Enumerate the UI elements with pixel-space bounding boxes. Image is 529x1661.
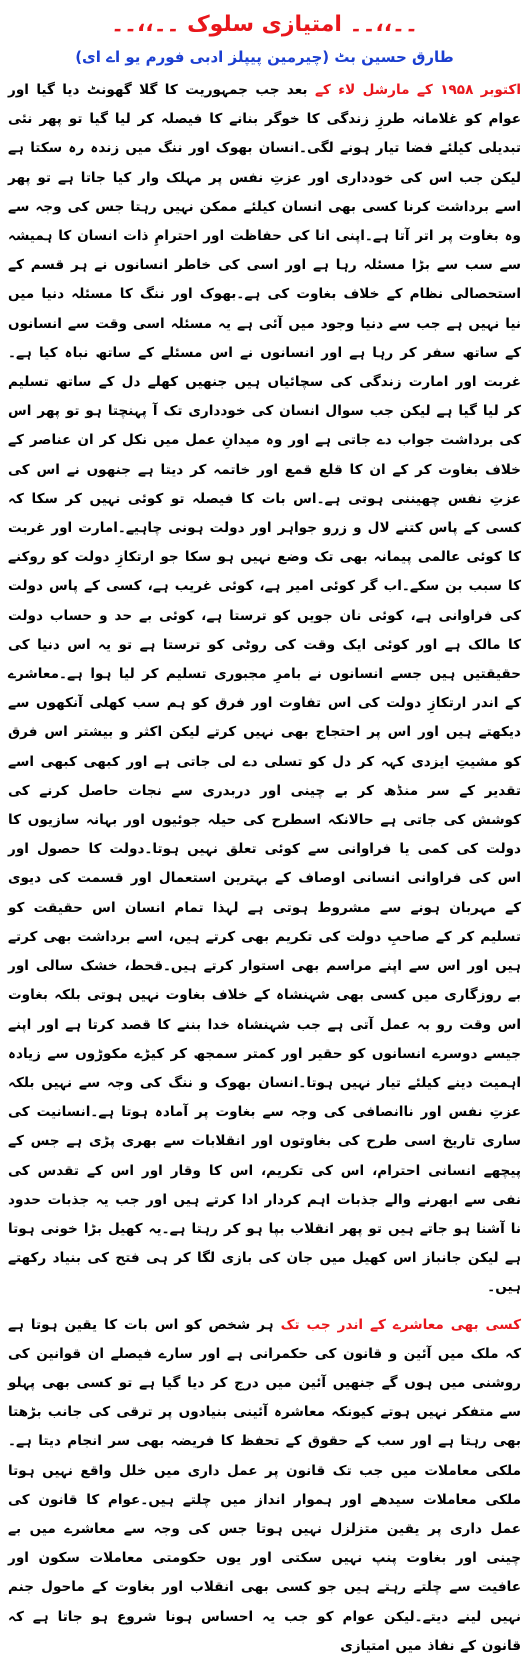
paragraph-2-body: ہر شخص کو اس بات کا یقین ہوتا ہے کہ ملک میں آئین و قانون کی حکمرانی ہے اور سارے فیصلے ان قوانین کی روشنی میں ہوں گے جنھیں آئین میں درج کر دیا گیا ہے تو کسی بھی پہلو سے متفکر نہیں ہوتے کیونکہ معاشرہ آئینی بنیادوں پر ترقی کی جانب بڑھتا بھی رہتا ہے اور سب کے حقوق کے تحفظ کا فریضہ بھی سر انجام دیتا ہے۔ملکی معاملات میں جب تک قانون پر عمل داری میں خلل واقع نہیں ہوتا ملکی معاملات سیدھے اور ہموار انداز میں چلتے ہیں۔عوام کا قانون کی عمل داری پر یقین متزلزل نہیں ہوتا جس کی وجہ سے معاشرے میں بے چینی اور بغاوت پنپ نہیں سکتی اور یوں حکومتی معاملات سکون اور عافیت سے چلتے رہتے ہیں جو کسی بھی انقلاب اور بغاوت کے ماحول جنم نہیں لینے دیتے۔لیکن عوام کو جب یہ احساس ہونا شروع ہو جاتا ہے کہ قانون کے نفاذ میں امتیازی [8, 1316, 521, 1654]
article-title: ۔۔،،۔۔ امتیازی سلوک ۔۔،،۔۔ [111, 12, 418, 37]
paragraph-1-body: بعد جب جمہوریت کا گلا گھونٹ دیا گیا اور عوام کو غلامانہ طرزِ زندگی کا خوگر بنانے کا فیصلہ کر لیا گیا تو پھر نئی تبدیلی کیلئے فضا تیار ہونے لگی۔انسان بھوک اور ننگ میں زندہ رہ سکتا ہے لیکن جب اس کی خودداری اور عزتِ نفس پر مہلک وار کیا جاتا ہے تو پھر اسے برداشت کرنا کسی بھی انسان کیلئے ممکن نہیں رہتا جس کی وجہ سے وہ بغاوت پر اتر آتا ہے۔اپنی انا کی حفاظت اور احترامِ ذات انسان کا ہمیشہ سے سب سے بڑا مسئلہ رہا ہے اور اسی کی خاطر انسانوں نے ہر قسم کے استحصالی نظام کے خلاف بغاوت کی ہے۔بھوک اور ننگ کا مسئلہ دنیا میں نیا نہیں ہے جب سے دنیا وجود میں آئی ہے یہ مسئلہ اسی وقت سے انسانوں کے ساتھ سفر کر رہا ہے اور انسانوں نے اس مسئلے کے ساتھ نباہ کیا ہے۔غربت اور امارت زندگی کی سچائیاں ہیں جنھیں کھلے دل کے ساتھ تسلیم کر لیا گیا ہے لیکن جب سوال انسان کی خودداری تک آ پہنچتا ہو تو پھر اس کی برداشت جواب دے جاتی ہے اور وہ میدانِ عمل میں نکل کر ان عناصر کے خلاف بغاوت کر کے ان کا قلع قمع اور خاتمہ کر دیتا ہے جنھوں نے اس کی عزتِ نفس چھیننی ہوتی ہے۔اس بات کا فیصلہ تو کوئی نہیں کر سکا کہ کسی کے پاس کتنے لال و زرو جواہر اور دولت ہونی چاہیے۔امارت اور غربت کا کوئی عالمی پیمانہ بھی تک وضع نہیں ہو سکا جو ارتکازِ دولت کو روکنے کا سبب بن سکے۔اب گر کوئی امیر ہے، کوئی غریب ہے، کسی کے پاس دولت کی فراوانی ہے، کوئی نان جویں کو ترستا ہے، کوئی بے حد و حساب دولت کا مالک ہے اور کوئی ایک وقت کی روٹی کو ترستا ہے تو یہ اس دنیا کی حقیقتیں ہیں جسے انسانوں نے بامرِ مجبوری تسلیم کر لیا ہوا ہے۔معاشرے کے اندر ارتکازِ دولت کی اس تفاوت اور فرق کو ہم سب کھلی آنکھوں سے دیکھتے ہیں اور اس پر احتجاج بھی نہیں کرتے لیکن اکثر و بیشتر اس فرق کو مشیتِ ایزدی کہہ کر دل کو تسلی دے لی جاتی ہے اور کبھی کبھی اسے تقدیر کے سر منڈھ کر بے چینی اور دربدری سے نجات حاصل کرنے کی کوشش کی جاتی ہے حالانکہ اسطرح کی حیلہ جوئیوں اور بہانہ سازیوں کا دولت کی کمی یا فراوانی سے کوئی تعلق نہیں ہوتا۔دولت کا حصول اور اس کی فراوانی انسانی اوصاف کے بہترین استعمال اور قسمت کی دیوی کے مہربان ہونے سے مشروط ہوتی ہے لہذا تمام انسان اس حقیقت کو تسلیم کر کے صاحبِ دولت کی تکریم بھی کرتے ہیں، اسے برداشت بھی کرتے ہیں اور اس سے اپنے مراسم بھی استوار کرتے ہیں۔قحط، خشک سالی اور بے روزگاری میں کسی بھی شہنشاہ کے خلاف بغاوت نہیں ہوتی بلکہ بغاوت اس وقت رو بہ عمل آتی ہے جب شہنشاہ خدا بننے کا قصد کرتا ہے اور اپنے جیسے دوسرے انسانوں کو حقیر اور کمتر سمجھ کر کیڑے مکوڑوں سے زیادہ اہمیت دینے کیلئے تیار نہیں ہوتا۔انسان بھوک و ننگ کی وجہ سے نہیں بلکہ عزتِ نفس اور ناانصافی کی وجہ سے بغاوت پر آمادہ ہوتا ہے۔انسانیت کی ساری تاریخ اسی طرح کی بغاوتوں اور انقلابات سے بھری پڑی ہے جس کے پیچھے انسانی احترام، اس کی تکریم، اس کا وقار اور اس کے تقدس کی نفی سے ابھرنے والے جذبات اہم کردار ادا کرتے ہیں اور جب یہ جذبات حدود نا آشنا ہو جاتے ہیں تو پھر انقلاب بپا ہو کر رہتا ہے۔یہ کھیل بڑا خونی ہوتا ہے لیکن جانباز اس کھیل میں جان کی بازی لگا کر ہی فتح کی بنیاد رکھتے ہیں۔ [8, 82, 521, 1296]
paragraph-2 [8, 1311, 521, 1661]
paragraph-2-lead: کسی بھی معاشرے کے اندر جب تک [280, 1316, 521, 1333]
paragraph-1 [8, 76, 521, 1303]
article-byline: طارق حسین بٹ (چیرمین پیپلز ادبی فورم یو اے ای) [75, 48, 454, 66]
paragraph-1-lead: اکتوبر ۱۹۵۸ کے مارشل لاء کے [314, 82, 522, 98]
